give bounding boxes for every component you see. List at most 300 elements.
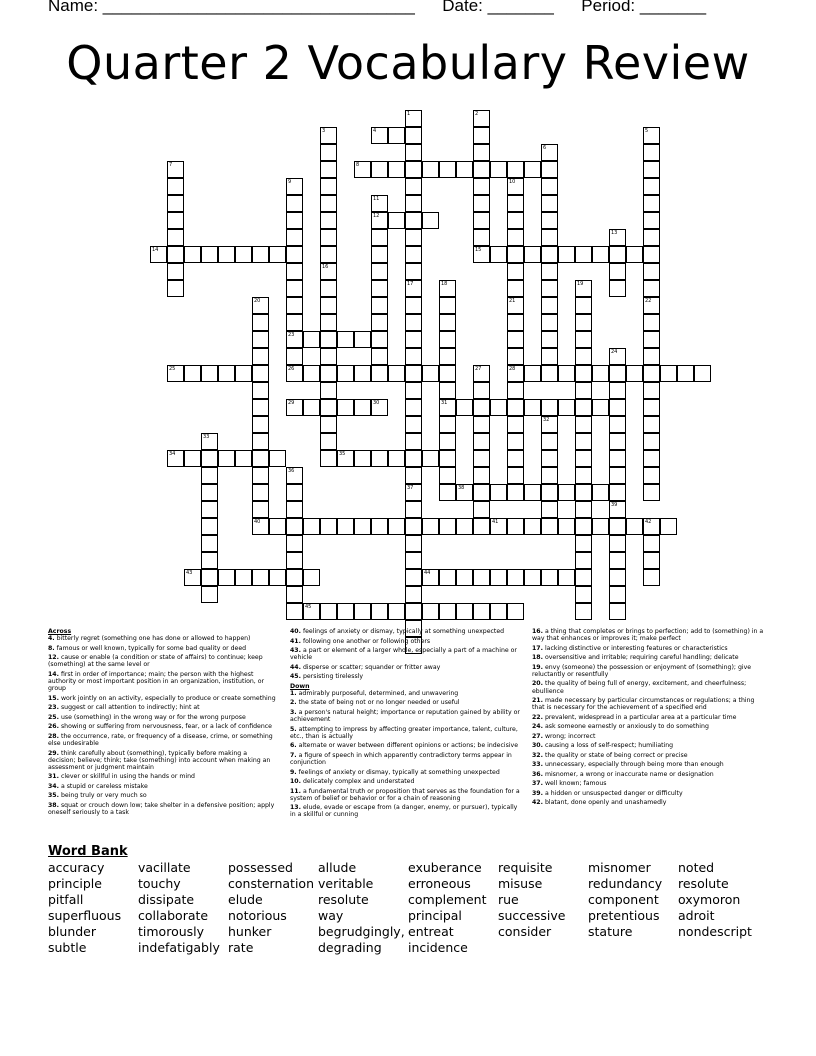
grid-cell[interactable] <box>201 586 218 603</box>
grid-cell[interactable] <box>320 433 337 450</box>
grid-cell[interactable] <box>609 569 626 586</box>
grid-cell[interactable] <box>524 518 541 535</box>
grid-cell[interactable] <box>490 569 507 586</box>
grid-cell[interactable] <box>439 365 456 382</box>
grid-cell[interactable] <box>286 501 303 518</box>
grid-cell[interactable] <box>337 603 354 620</box>
grid-cell[interactable] <box>558 246 575 263</box>
grid-cell[interactable] <box>643 365 660 382</box>
grid-cell[interactable] <box>201 484 218 501</box>
grid-cell[interactable] <box>371 348 388 365</box>
grid-cell[interactable] <box>507 484 524 501</box>
grid-cell[interactable] <box>439 603 456 620</box>
grid-cell[interactable] <box>507 603 524 620</box>
grid-cell[interactable] <box>609 280 626 297</box>
grid-cell[interactable] <box>609 263 626 280</box>
grid-cell[interactable] <box>235 365 252 382</box>
grid-cell[interactable] <box>490 246 507 263</box>
grid-cell[interactable] <box>286 297 303 314</box>
grid-cell[interactable] <box>507 416 524 433</box>
grid-cell[interactable] <box>609 552 626 569</box>
grid-cell[interactable] <box>473 195 490 212</box>
grid-cell[interactable] <box>541 195 558 212</box>
grid-cell[interactable] <box>405 195 422 212</box>
grid-cell[interactable] <box>643 467 660 484</box>
grid-cell[interactable] <box>252 331 269 348</box>
grid-cell[interactable] <box>439 382 456 399</box>
grid-cell[interactable] <box>218 365 235 382</box>
grid-cell[interactable] <box>286 246 303 263</box>
grid-cell[interactable] <box>354 450 371 467</box>
grid-cell[interactable] <box>405 518 422 535</box>
grid-cell[interactable] <box>286 280 303 297</box>
grid-cell[interactable] <box>592 399 609 416</box>
grid-cell[interactable] <box>609 365 626 382</box>
grid-cell[interactable] <box>507 246 524 263</box>
grid-cell[interactable] <box>524 399 541 416</box>
grid-cell[interactable] <box>371 280 388 297</box>
grid-cell[interactable] <box>507 518 524 535</box>
grid-cell[interactable] <box>575 365 592 382</box>
grid-cell[interactable] <box>167 280 184 297</box>
grid-cell[interactable] <box>643 161 660 178</box>
grid-cell[interactable] <box>558 518 575 535</box>
grid-cell[interactable] <box>507 212 524 229</box>
grid-cell[interactable] <box>660 518 677 535</box>
grid-cell[interactable] <box>405 212 422 229</box>
grid-cell[interactable] <box>575 603 592 620</box>
grid-cell[interactable] <box>405 144 422 161</box>
grid-cell[interactable] <box>320 212 337 229</box>
grid-cell[interactable] <box>201 535 218 552</box>
grid-cell[interactable] <box>609 603 626 620</box>
grid-cell[interactable] <box>167 195 184 212</box>
grid-cell[interactable] <box>626 518 643 535</box>
grid-cell[interactable] <box>405 127 422 144</box>
grid-cell[interactable] <box>371 263 388 280</box>
grid-cell[interactable] <box>643 399 660 416</box>
grid-cell[interactable] <box>660 365 677 382</box>
grid-cell[interactable] <box>337 399 354 416</box>
grid-cell[interactable] <box>643 569 660 586</box>
grid-cell[interactable] <box>320 195 337 212</box>
grid-cell[interactable] <box>507 569 524 586</box>
grid-cell[interactable] <box>541 280 558 297</box>
grid-cell[interactable] <box>371 246 388 263</box>
grid-cell[interactable] <box>575 399 592 416</box>
grid-cell[interactable] <box>252 467 269 484</box>
grid-cell[interactable] <box>252 246 269 263</box>
grid-cell[interactable] <box>320 161 337 178</box>
grid-cell[interactable] <box>422 212 439 229</box>
grid-cell[interactable] <box>473 229 490 246</box>
grid-cell[interactable] <box>337 331 354 348</box>
grid-cell[interactable] <box>575 586 592 603</box>
grid-cell[interactable] <box>439 484 456 501</box>
grid-cell[interactable] <box>388 365 405 382</box>
grid-cell[interactable] <box>473 518 490 535</box>
grid-cell[interactable] <box>405 365 422 382</box>
grid-cell[interactable] <box>286 484 303 501</box>
grid-cell[interactable] <box>643 552 660 569</box>
grid-cell[interactable] <box>286 586 303 603</box>
grid-cell[interactable] <box>473 212 490 229</box>
grid-cell[interactable] <box>184 365 201 382</box>
grid-cell[interactable] <box>677 365 694 382</box>
grid-cell[interactable] <box>541 331 558 348</box>
grid-cell[interactable] <box>405 382 422 399</box>
grid-cell[interactable] <box>575 552 592 569</box>
grid-cell[interactable] <box>201 569 218 586</box>
grid-cell[interactable] <box>473 127 490 144</box>
grid-cell[interactable] <box>320 365 337 382</box>
grid-cell[interactable] <box>405 297 422 314</box>
grid-cell[interactable] <box>507 161 524 178</box>
grid-cell[interactable] <box>371 297 388 314</box>
grid-cell[interactable] <box>235 569 252 586</box>
grid-cell[interactable] <box>541 467 558 484</box>
grid-cell[interactable] <box>320 246 337 263</box>
grid-cell[interactable] <box>320 416 337 433</box>
grid-cell[interactable] <box>388 161 405 178</box>
grid-cell[interactable] <box>405 399 422 416</box>
grid-cell[interactable] <box>558 484 575 501</box>
grid-cell[interactable] <box>473 603 490 620</box>
grid-cell[interactable] <box>473 399 490 416</box>
grid-cell[interactable] <box>354 518 371 535</box>
grid-cell[interactable] <box>643 433 660 450</box>
grid-cell[interactable] <box>167 246 184 263</box>
grid-cell[interactable] <box>439 331 456 348</box>
grid-cell[interactable] <box>439 314 456 331</box>
grid-cell[interactable] <box>235 246 252 263</box>
grid-cell[interactable] <box>575 450 592 467</box>
grid-cell[interactable] <box>541 297 558 314</box>
grid-cell[interactable] <box>439 416 456 433</box>
grid-cell[interactable] <box>439 518 456 535</box>
grid-cell[interactable] <box>575 348 592 365</box>
grid-cell[interactable] <box>286 314 303 331</box>
grid-cell[interactable] <box>541 518 558 535</box>
grid-cell[interactable] <box>473 382 490 399</box>
grid-cell[interactable] <box>507 433 524 450</box>
grid-cell[interactable] <box>558 365 575 382</box>
grid-cell[interactable] <box>541 399 558 416</box>
grid-cell[interactable] <box>388 518 405 535</box>
grid-cell[interactable] <box>320 450 337 467</box>
grid-cell[interactable] <box>286 348 303 365</box>
grid-cell[interactable] <box>354 603 371 620</box>
grid-cell[interactable] <box>439 467 456 484</box>
grid-cell[interactable] <box>473 569 490 586</box>
grid-cell[interactable] <box>643 144 660 161</box>
grid-cell[interactable] <box>473 484 490 501</box>
grid-cell[interactable] <box>643 229 660 246</box>
grid-cell[interactable] <box>405 467 422 484</box>
grid-cell[interactable] <box>473 144 490 161</box>
grid-cell[interactable] <box>269 518 286 535</box>
grid-cell[interactable] <box>320 348 337 365</box>
grid-cell[interactable] <box>575 569 592 586</box>
grid-cell[interactable] <box>575 484 592 501</box>
grid-cell[interactable] <box>269 246 286 263</box>
grid-cell[interactable] <box>575 246 592 263</box>
grid-cell[interactable] <box>575 314 592 331</box>
grid-cell[interactable] <box>303 569 320 586</box>
grid-cell[interactable] <box>303 518 320 535</box>
grid-cell[interactable] <box>167 178 184 195</box>
grid-cell[interactable] <box>201 552 218 569</box>
grid-cell[interactable] <box>303 365 320 382</box>
grid-cell[interactable] <box>575 297 592 314</box>
grid-cell[interactable] <box>643 484 660 501</box>
grid-cell[interactable] <box>320 229 337 246</box>
grid-cell[interactable] <box>575 433 592 450</box>
grid-cell[interactable] <box>405 586 422 603</box>
grid-cell[interactable] <box>167 212 184 229</box>
grid-cell[interactable] <box>541 569 558 586</box>
grid-cell[interactable] <box>524 246 541 263</box>
grid-cell[interactable] <box>541 484 558 501</box>
grid-cell[interactable] <box>405 433 422 450</box>
grid-cell[interactable] <box>422 161 439 178</box>
grid-cell[interactable] <box>643 450 660 467</box>
grid-cell[interactable] <box>371 603 388 620</box>
grid-cell[interactable] <box>575 416 592 433</box>
grid-cell[interactable] <box>320 399 337 416</box>
grid-cell[interactable] <box>473 416 490 433</box>
grid-cell[interactable] <box>167 229 184 246</box>
grid-cell[interactable] <box>541 161 558 178</box>
grid-cell[interactable] <box>694 365 711 382</box>
grid-cell[interactable] <box>473 433 490 450</box>
grid-cell[interactable] <box>252 416 269 433</box>
grid-cell[interactable] <box>575 467 592 484</box>
grid-cell[interactable] <box>541 178 558 195</box>
grid-cell[interactable] <box>371 314 388 331</box>
grid-cell[interactable] <box>575 331 592 348</box>
grid-cell[interactable] <box>320 331 337 348</box>
grid-cell[interactable] <box>286 569 303 586</box>
grid-cell[interactable] <box>473 161 490 178</box>
grid-cell[interactable] <box>626 246 643 263</box>
grid-cell[interactable] <box>643 246 660 263</box>
grid-cell[interactable] <box>456 518 473 535</box>
grid-cell[interactable] <box>609 450 626 467</box>
grid-cell[interactable] <box>286 552 303 569</box>
grid-cell[interactable] <box>473 501 490 518</box>
grid-cell[interactable] <box>592 365 609 382</box>
grid-cell[interactable] <box>286 195 303 212</box>
grid-cell[interactable] <box>439 161 456 178</box>
grid-cell[interactable] <box>405 416 422 433</box>
grid-cell[interactable] <box>201 467 218 484</box>
grid-cell[interactable] <box>643 314 660 331</box>
grid-cell[interactable] <box>422 518 439 535</box>
grid-cell[interactable] <box>269 569 286 586</box>
grid-cell[interactable] <box>524 161 541 178</box>
grid-cell[interactable] <box>405 603 422 620</box>
grid-cell[interactable] <box>252 569 269 586</box>
grid-cell[interactable] <box>507 467 524 484</box>
grid-cell[interactable] <box>524 365 541 382</box>
grid-cell[interactable] <box>320 314 337 331</box>
grid-cell[interactable] <box>371 365 388 382</box>
grid-cell[interactable] <box>286 212 303 229</box>
grid-cell[interactable] <box>252 382 269 399</box>
grid-cell[interactable] <box>405 552 422 569</box>
grid-cell[interactable] <box>252 348 269 365</box>
grid-cell[interactable] <box>201 365 218 382</box>
grid-cell[interactable] <box>320 297 337 314</box>
grid-cell[interactable] <box>320 518 337 535</box>
grid-cell[interactable] <box>609 586 626 603</box>
name-field[interactable]: Name: _________________________________ <box>48 0 415 15</box>
grid-cell[interactable] <box>388 450 405 467</box>
grid-cell[interactable] <box>592 518 609 535</box>
grid-cell[interactable] <box>286 518 303 535</box>
grid-cell[interactable] <box>507 229 524 246</box>
grid-cell[interactable] <box>541 348 558 365</box>
grid-cell[interactable] <box>184 450 201 467</box>
grid-cell[interactable] <box>354 331 371 348</box>
grid-cell[interactable] <box>405 501 422 518</box>
grid-cell[interactable] <box>473 467 490 484</box>
grid-cell[interactable] <box>201 246 218 263</box>
grid-cell[interactable] <box>643 382 660 399</box>
date-field[interactable]: Date: _______ <box>442 0 554 15</box>
grid-cell[interactable] <box>218 450 235 467</box>
grid-cell[interactable] <box>218 569 235 586</box>
grid-cell[interactable] <box>507 263 524 280</box>
grid-cell[interactable] <box>473 450 490 467</box>
grid-cell[interactable] <box>643 195 660 212</box>
grid-cell[interactable] <box>643 348 660 365</box>
grid-cell[interactable] <box>439 348 456 365</box>
grid-cell[interactable] <box>405 569 422 586</box>
grid-cell[interactable] <box>541 263 558 280</box>
grid-cell[interactable] <box>252 484 269 501</box>
grid-cell[interactable] <box>609 433 626 450</box>
grid-cell[interactable] <box>320 382 337 399</box>
grid-cell[interactable] <box>643 178 660 195</box>
period-field[interactable]: Period: _______ <box>581 0 707 15</box>
grid-cell[interactable] <box>541 212 558 229</box>
grid-cell[interactable] <box>524 569 541 586</box>
grid-cell[interactable] <box>490 484 507 501</box>
grid-cell[interactable] <box>439 433 456 450</box>
grid-cell[interactable] <box>388 603 405 620</box>
grid-cell[interactable] <box>575 535 592 552</box>
grid-cell[interactable] <box>184 246 201 263</box>
grid-cell[interactable] <box>252 365 269 382</box>
grid-cell[interactable] <box>439 297 456 314</box>
grid-cell[interactable] <box>490 161 507 178</box>
grid-cell[interactable] <box>507 399 524 416</box>
grid-cell[interactable] <box>405 314 422 331</box>
grid-cell[interactable] <box>371 331 388 348</box>
grid-cell[interactable] <box>592 246 609 263</box>
grid-cell[interactable] <box>422 365 439 382</box>
grid-cell[interactable] <box>609 467 626 484</box>
grid-cell[interactable] <box>286 229 303 246</box>
grid-cell[interactable] <box>371 518 388 535</box>
grid-cell[interactable] <box>592 484 609 501</box>
grid-cell[interactable] <box>422 603 439 620</box>
grid-cell[interactable] <box>354 399 371 416</box>
grid-cell[interactable] <box>320 178 337 195</box>
grid-cell[interactable] <box>252 314 269 331</box>
grid-cell[interactable] <box>405 331 422 348</box>
grid-cell[interactable] <box>643 331 660 348</box>
grid-cell[interactable] <box>490 603 507 620</box>
grid-cell[interactable] <box>609 518 626 535</box>
grid-cell[interactable] <box>286 535 303 552</box>
grid-cell[interactable] <box>507 348 524 365</box>
grid-cell[interactable] <box>405 348 422 365</box>
grid-cell[interactable] <box>388 127 405 144</box>
grid-cell[interactable] <box>456 161 473 178</box>
grid-cell[interactable] <box>303 399 320 416</box>
grid-cell[interactable] <box>575 382 592 399</box>
grid-cell[interactable] <box>609 382 626 399</box>
grid-cell[interactable] <box>541 314 558 331</box>
grid-cell[interactable] <box>439 450 456 467</box>
grid-cell[interactable] <box>507 280 524 297</box>
grid-cell[interactable] <box>405 229 422 246</box>
grid-cell[interactable] <box>405 263 422 280</box>
grid-cell[interactable] <box>422 450 439 467</box>
grid-cell[interactable] <box>439 569 456 586</box>
grid-cell[interactable] <box>507 382 524 399</box>
grid-cell[interactable] <box>320 280 337 297</box>
grid-cell[interactable] <box>541 450 558 467</box>
grid-cell[interactable] <box>473 178 490 195</box>
grid-cell[interactable] <box>252 501 269 518</box>
grid-cell[interactable] <box>643 280 660 297</box>
grid-cell[interactable] <box>626 365 643 382</box>
grid-cell[interactable] <box>354 365 371 382</box>
grid-cell[interactable] <box>541 501 558 518</box>
grid-cell[interactable] <box>507 450 524 467</box>
grid-cell[interactable] <box>201 518 218 535</box>
grid-cell[interactable] <box>371 229 388 246</box>
grid-cell[interactable] <box>371 161 388 178</box>
grid-cell[interactable] <box>201 501 218 518</box>
grid-cell[interactable] <box>337 518 354 535</box>
grid-cell[interactable] <box>609 484 626 501</box>
grid-cell[interactable] <box>541 365 558 382</box>
grid-cell[interactable] <box>235 450 252 467</box>
grid-cell[interactable] <box>575 501 592 518</box>
grid-cell[interactable] <box>507 314 524 331</box>
grid-cell[interactable] <box>252 433 269 450</box>
grid-cell[interactable] <box>609 399 626 416</box>
grid-cell[interactable] <box>252 450 269 467</box>
grid-cell[interactable] <box>303 331 320 348</box>
grid-cell[interactable] <box>541 246 558 263</box>
grid-cell[interactable] <box>337 365 354 382</box>
grid-cell[interactable] <box>405 535 422 552</box>
grid-cell[interactable] <box>405 450 422 467</box>
grid-cell[interactable] <box>286 263 303 280</box>
grid-cell[interactable] <box>558 569 575 586</box>
grid-cell[interactable] <box>541 433 558 450</box>
grid-cell[interactable] <box>609 246 626 263</box>
grid-cell[interactable] <box>456 603 473 620</box>
grid-cell[interactable] <box>456 569 473 586</box>
grid-cell[interactable] <box>456 399 473 416</box>
